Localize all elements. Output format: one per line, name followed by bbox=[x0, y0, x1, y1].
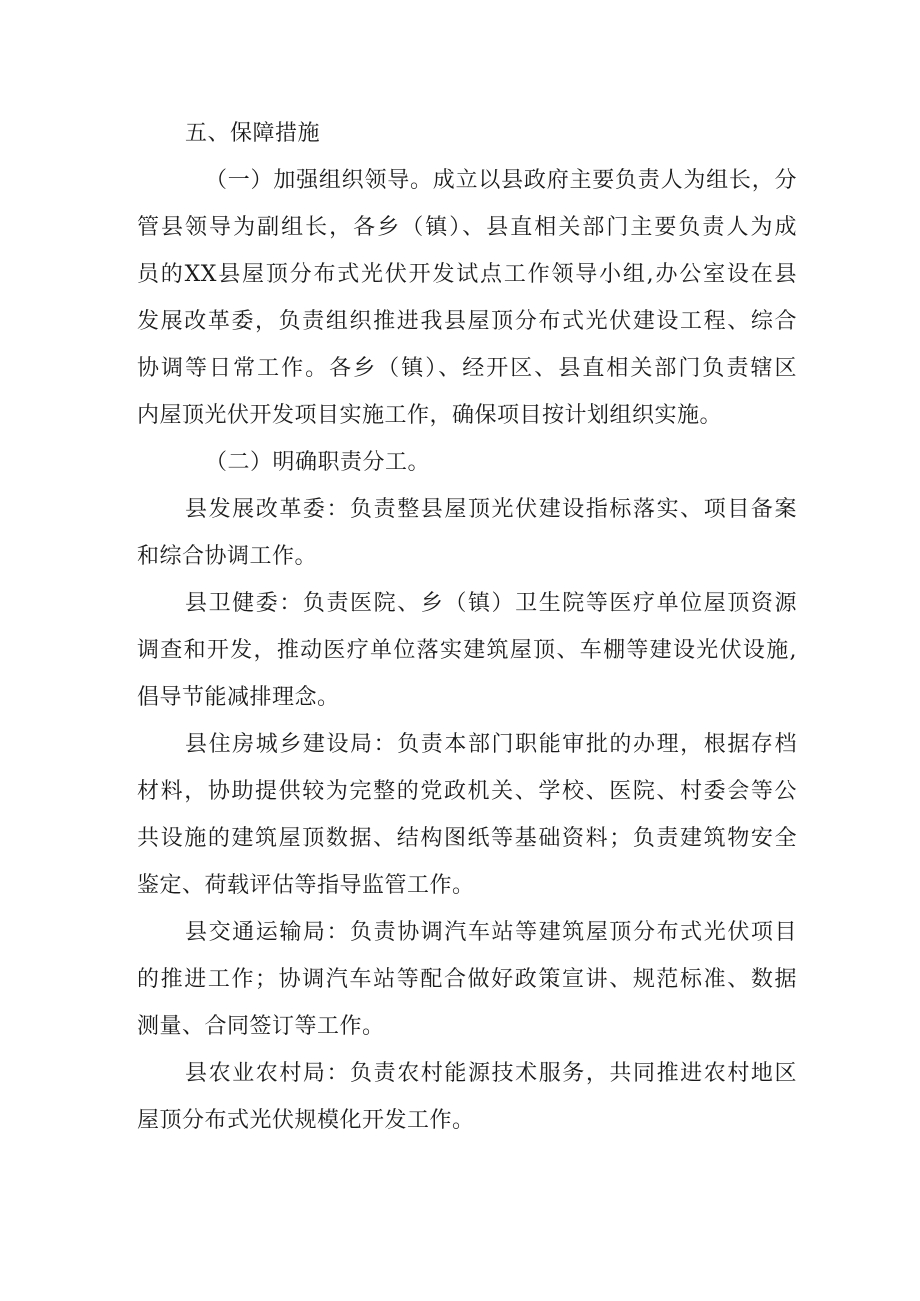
paragraph-line: 共设施的建筑屋顶数据、结构图纸等基础资料；负责建筑物安全 bbox=[137, 826, 797, 851]
document-body bbox=[137, 110, 797, 1144]
paragraph-line: 材料，协助提供较为完整的党政机关、学校、医院、村委会等公 bbox=[137, 779, 797, 804]
paragraph-line: 内屋顶光伏开发项目实施工作，确保项目按计划组织实施。 bbox=[137, 403, 723, 428]
paragraph-line: 调查和开发，推动医疗单位落实建筑屋顶、车棚等建设光伏设施, bbox=[137, 638, 797, 663]
paragraph-line: 测量、合同签订等工作。 bbox=[137, 1014, 385, 1039]
paragraph-line: 屋顶分布式光伏规模化开发工作。 bbox=[137, 1108, 475, 1133]
paragraph-line: 县交通运输局：负责协调汽车站等建筑屋顶分布式光伏项目 bbox=[185, 920, 797, 945]
paragraph-line: 发展改革委，负责组织推进我县屋顶分布式光伏建设工程、综合 bbox=[137, 309, 797, 334]
paragraph-development-reform-commission bbox=[137, 486, 797, 580]
paragraph-line: 和综合协调工作。 bbox=[137, 544, 318, 569]
paragraph-line: 协调等日常工作。各乡（镇）、经开区、县直相关部门负责辖区 bbox=[137, 356, 797, 381]
section-heading: 五、保障措施 bbox=[185, 121, 321, 146]
paragraph-line: 鉴定、荷载评估等指导监管工作。 bbox=[137, 873, 475, 898]
paragraph-line: 管县领导为副组长，各乡（镇）、县直相关部门主要负责人为成 bbox=[137, 215, 797, 240]
paragraph-line: 倡导节能减排理念。 bbox=[137, 685, 340, 710]
paragraph-line: 县住房城乡建设局：负责本部门职能审批的办理，根据存档 bbox=[185, 732, 797, 757]
paragraph-line: 的推进工作；协调汽车站等配合做好政策宣讲、规范标准、数据 bbox=[137, 967, 797, 992]
paragraph-line: 县卫健委：负责医院、乡（镇）卫生院等医疗单位屋顶资源 bbox=[185, 591, 797, 616]
subsection-title: （二）明确职责分工。 bbox=[205, 450, 431, 475]
paragraph-line: （一）加强组织领导。成立以县政府主要负责人为组长，分 bbox=[205, 168, 797, 193]
paragraph-health-commission bbox=[137, 580, 797, 721]
paragraph-organization-leadership bbox=[137, 157, 797, 439]
paragraph-line: 县农业农村局：负责农村能源技术服务，共同推进农村地区 bbox=[185, 1061, 797, 1086]
paragraph-line: 员的XX县屋顶分布式光伏开发试点工作领导小组,办公室设在县 bbox=[137, 262, 797, 287]
paragraph-housing-construction-bureau bbox=[137, 721, 797, 909]
paragraph-agriculture-bureau bbox=[137, 1050, 797, 1144]
paragraph-transport-bureau bbox=[137, 909, 797, 1050]
paragraph-line: 县发展改革委：负责整县屋顶光伏建设指标落实、项目备案 bbox=[185, 497, 797, 522]
